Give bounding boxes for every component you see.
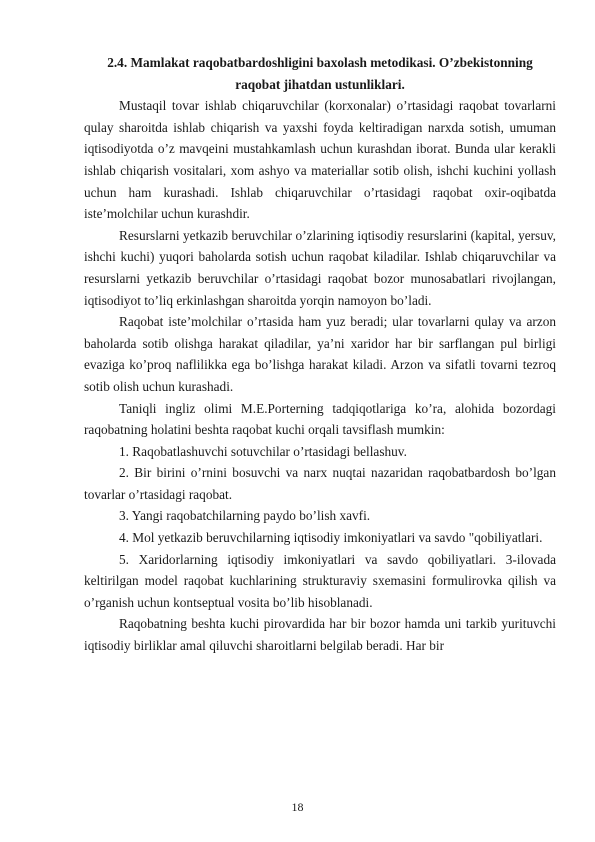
list-item-1: 1. Raqobatlashuvchi sotuvchilar o’rtasidagi bellashuv. <box>119 443 407 459</box>
list-item-4: 4. Mol yetkazib beruvchilarning iqtisodiy imkoniyatlari va savdo "qobiliyatlari. <box>119 530 543 546</box>
paragraph-porter: Taniqli ingliz olimi M.E.Porterning tadqiqotlariga ko’ra, alohida bozordagi raqobatning holatini beshta raqobat kuchi orqali tavsiflash mumkin: <box>84 400 556 438</box>
section-heading-line-1: 2.4. Mamlakat raqobatbardoshligini baxolash metodikasi. O’zbekistonning <box>107 55 533 70</box>
paragraph-consumers: Raqobat iste’molchilar o’rtasida ham yuz beradi; ular tovarlarni qulay va arzon baholarda sotib olishga harakat qiladilar, ya’ni xaridor har bir sarflangan pul birligi evaziga ko’proq naflilikka ega bo’lishga harakat kiladi. Arzon va sifatli tovarni tezroq sotib olish uchun kurashadi. <box>84 314 556 394</box>
section-heading <box>84 52 556 95</box>
paragraph-competition-producers: Mustaqil tovar ishlab chiqaruvchilar (korxonalar) o’rtasidagi raqobat tovarlarni qulay sharoitda ishlab chiqarish va yaxshi foyda keltiradigan narxda sotish, umuman iqtisodiyotda o’z mavqeini mustahkamlash uchun kurashdan iborat. Bunda ular kerakli ishlab chiqarish vositalari, xom ashyo va materiallar sotib olish, ishchi kuchini yollash uchun ham kurashadi. Ishlab chiqaruvchilar o’rtasidagi raqobat oxir-oqibatda iste’molchilar uchun kurashdir. <box>84 98 556 222</box>
section-heading-line-2: raqobat jihatdan ustunliklari. <box>235 76 405 92</box>
document-page <box>84 52 556 657</box>
list-item-3: 3. Yangi raqobatchilarning paydo bo’lish xavfi. <box>119 508 371 524</box>
page-number: 18 <box>291 800 304 814</box>
list-item-2: 2. Bir birini o’rnini bosuvchi va narx nuqtai nazaridan raqobatbardosh bo’lgan tovarlar o’rtasidagi raqobat. <box>84 465 556 502</box>
paragraph-five-forces: Raqobatning beshta kuchi pirovardida har bir bozor hamda uni tarkib yurituvchi iqtisodiy birliklar amal qiluvchi sharoitlarni belgilab beradi. Har bir <box>84 616 556 654</box>
paragraph-resource-suppliers: Resurslarni yetkazib beruvchilar o’zlarining iqtisodiy resurslarini (kapital, yersuv, ishchi kuchi) yuqori baholarda sotish uchun raqobat kiladilar. Ishlab chiqaruvchilar va resurslarni yetkazib beruvchilar o’rtasidagi raqobat bozor munosabatlari rivojlangan, iqtisodiyot to’liq erkinlashgan sharoitda yorqin namoyon bo’ladi. <box>84 227 556 308</box>
list-item-5: 5. Xaridorlarning iqtisodiy imkoniyatlari va savdo qobiliyatlari. 3-ilovada keltirilgan model raqobat kuchlarining strukturaviy sxemasini formulirovka qilish va o’rganish uchun kontseptual vosita bo’lib hisoblanadi. <box>84 551 556 610</box>
